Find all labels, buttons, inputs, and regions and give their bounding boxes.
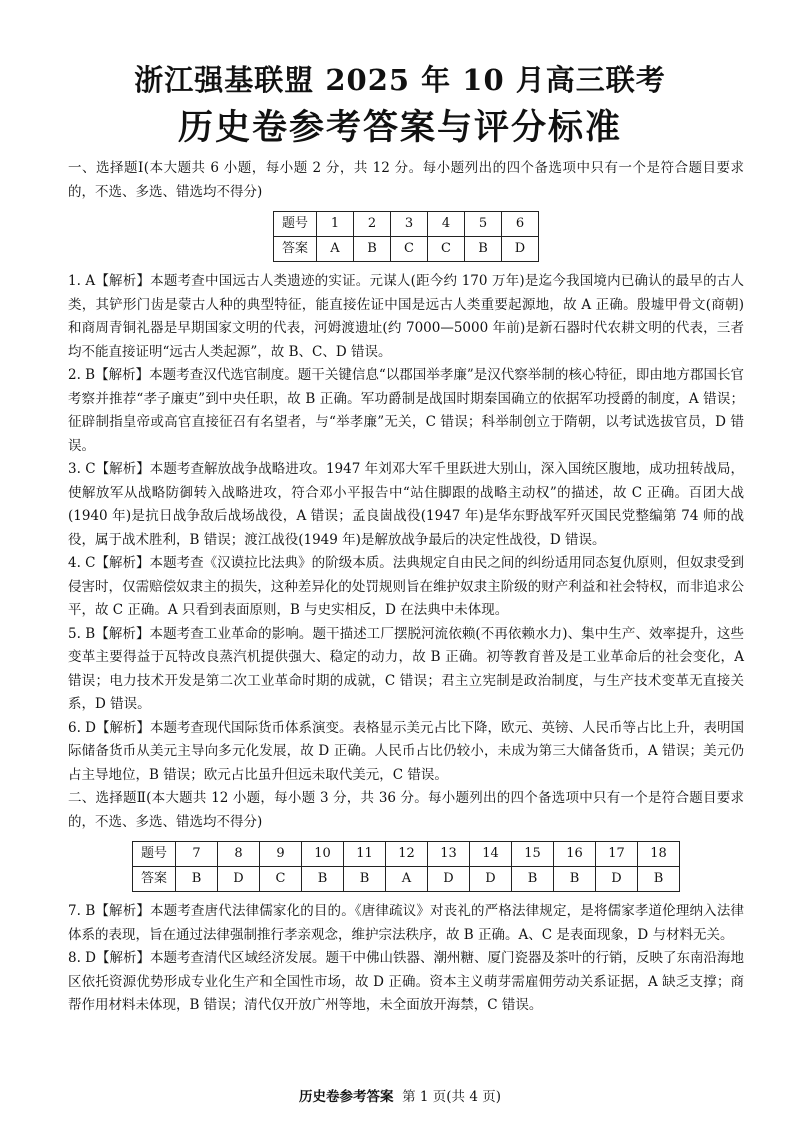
- row-label: 答案: [274, 237, 317, 262]
- question-explanation: 4. C【解析】本题考查《汉谟拉比法典》的阶级本质。法典规定自由民之间的纠纷适用同态复仇原则，但奴隶受到侵害时，仅需赔偿奴隶主的损失，这种差异化的处罚规则旨在维护奴隶主阶级的财产利益和社会特权，而非追求公平，故 C 正确。A 只看到表面原则，B 与史实相反，D 在法典中未体现。: [68, 555, 744, 618]
- answer-cell: B: [176, 867, 218, 892]
- question-number: 8: [218, 842, 260, 867]
- answer-cell: B: [554, 867, 596, 892]
- answer-cell: D: [596, 867, 638, 892]
- answer-cell: C: [260, 867, 302, 892]
- section1-heading: 一、选择题Ⅰ(本大题共 6 小题，每小题 2 分，共 12 分。每小题列出的四个备选项中只有一个是符合题目要求的，不选、多选、错选均不得分): [68, 160, 744, 200]
- answer-cell: B: [354, 237, 391, 262]
- section2-heading: 二、选择题Ⅱ(本大题共 12 小题，每小题 3 分，共 36 分。每小题列出的四个备选项中只有一个是符合题目要求的，不选、多选、错选均不得分): [68, 790, 744, 830]
- table-row: [274, 237, 539, 262]
- question-number: 7: [176, 842, 218, 867]
- question-number: 9: [260, 842, 302, 867]
- question-explanation: 5. B【解析】本题考查工业革命的影响。题干描述工厂摆脱河流依赖(不再依赖水力)、集中生产、效率提升，这些变革主要得益于瓦特改良蒸汽机提供强大、稳定的动力，故 B 正确。初等教育普及是工业革命后的社会变化，A 错误；电力技术开发是第二次工业革命时期的成就，C 错误；君主立宪制是政治制度，与生产技术变革无直接关系，D 错误。: [68, 625, 744, 712]
- question-number: 2: [354, 212, 391, 237]
- answer-cell: B: [344, 867, 386, 892]
- page-footer: [0, 1085, 800, 1105]
- table-row: [133, 842, 680, 867]
- question-explanation: 6. D【解析】本题考查现代国际货币体系演变。表格显示美元占比下降，欧元、英镑、人民币等占比上升，表明国际储备货币从美元主导向多元化发展，故 D 正确。人民币占比仍较小，未成为第三大储备货币，A 错误；美元仍占主导地位，B 错误；欧元占比虽升但远未取代美元，C 错误。: [68, 719, 744, 783]
- answer-cell: C: [428, 237, 465, 262]
- answer-cell: B: [638, 867, 680, 892]
- section2-answer-table: [132, 841, 680, 892]
- question-explanation: 8. D【解析】本题考查清代区域经济发展。题干中佛山铁器、潮州糖、厦门瓷器及茶叶的行销，反映了东南沿海地区依托资源优势形成专业化生产和全国性市场，故 D 正确。资本主义萌芽需雇佣劳动关系证据，A 缺乏支撑；商帮作用材料未体现，B 错误；清代仅开放广州等地，未全面放开海禁，C 错误。: [68, 950, 744, 1013]
- answer-cell: B: [302, 867, 344, 892]
- answer-cell: A: [317, 237, 354, 262]
- question-number: 10: [302, 842, 344, 867]
- question-number: 14: [470, 842, 512, 867]
- answer-cell: D: [218, 867, 260, 892]
- question-explanation: 7. B【解析】本题考查唐代法律儒家化的目的。《唐律疏议》对丧礼的严格法律规定，是将儒家孝道伦理纳入法律体系的表现，旨在通过法律强制推行孝亲观念，维护宗法秩序，故 B 正确。A、C 是表面现象，D 与材料无关。: [68, 903, 744, 943]
- section1-answer-table: [273, 211, 539, 262]
- footer-page-number: 第 1 页(共 4 页): [402, 1089, 501, 1105]
- question-number: 3: [391, 212, 428, 237]
- exam-title: 浙江强基联盟 2025 年 10 月高三联考: [134, 63, 666, 97]
- answer-cell: B: [512, 867, 554, 892]
- question-number: 13: [428, 842, 470, 867]
- answer-cell: B: [465, 237, 502, 262]
- question-number: 17: [596, 842, 638, 867]
- question-number: 15: [512, 842, 554, 867]
- question-explanation: 2. B【解析】本题考查汉代选官制度。题干关键信息“以郡国举孝廉”是汉代察举制的核心特征，即由地方郡国长官考察并推荐“孝子廉吏”到中央任职，故 B 正确。军功爵制是战国时期秦国确立的依据军功授爵的制度，A 错误；征辟制指皇帝或高官直接征召有名望者，与“举孝廉”无关，C 错误；科举制创立于隋朝，以考试选拔官员，D 错误。: [68, 367, 744, 454]
- question-number: 12: [386, 842, 428, 867]
- answer-cell: D: [502, 237, 539, 262]
- answer-cell: C: [391, 237, 428, 262]
- row-label: 答案: [133, 867, 176, 892]
- question-number: 11: [344, 842, 386, 867]
- content-body: [68, 157, 744, 1018]
- row-label: 题号: [274, 212, 317, 237]
- question-number: 5: [465, 212, 502, 237]
- question-explanation: 1. A【解析】本题考查中国远古人类遗迹的实证。元谋人(距今约 170 万年)是迄今我国境内已确认的最早的古人类，其铲形门齿是蒙古人种的典型特征，能直接佐证中国是远古人类重要起源地，故 A 正确。殷墟甲骨文(商朝)和商周青铜礼器是早期国家文明的代表，河姆渡遗址(约 7000—5000 年前)是新石器时代农耕文明的代表，三者均不能直接证明“远古人类起源”，故 B、C、D 错误。: [68, 273, 744, 360]
- question-number: 1: [317, 212, 354, 237]
- footer-doc-name: 历史卷参考答案: [299, 1089, 394, 1105]
- question-number: 4: [428, 212, 465, 237]
- table-row: [133, 867, 680, 892]
- question-number: 18: [638, 842, 680, 867]
- question-explanation: 3. C【解析】本题考查解放战争战略进攻。1947 年刘邓大军千里跃进大别山，深入国统区腹地，成功扭转战局，使解放军从战略防御转入战略进攻，符合邓小平报告中“站住脚跟的战略主动权”的描述，故 C 正确。百团大战(1940 年)是抗日战争敌后战场战役，A 错误；孟良崮战役(1947 年)是华东野战军歼灭国民党整编第 74 师的战役，属于战术胜利，B 错误；渡江战役(1949 年)是解放战争最后的决定性战役，D 错误。: [68, 461, 744, 548]
- answer-cell: D: [470, 867, 512, 892]
- question-number: 6: [502, 212, 539, 237]
- question-number: 16: [554, 842, 596, 867]
- answer-cell: A: [386, 867, 428, 892]
- document-subtitle: 历史卷参考答案与评分标准: [177, 107, 622, 148]
- row-label: 题号: [133, 842, 176, 867]
- table-row: [274, 212, 539, 237]
- answer-cell: D: [428, 867, 470, 892]
